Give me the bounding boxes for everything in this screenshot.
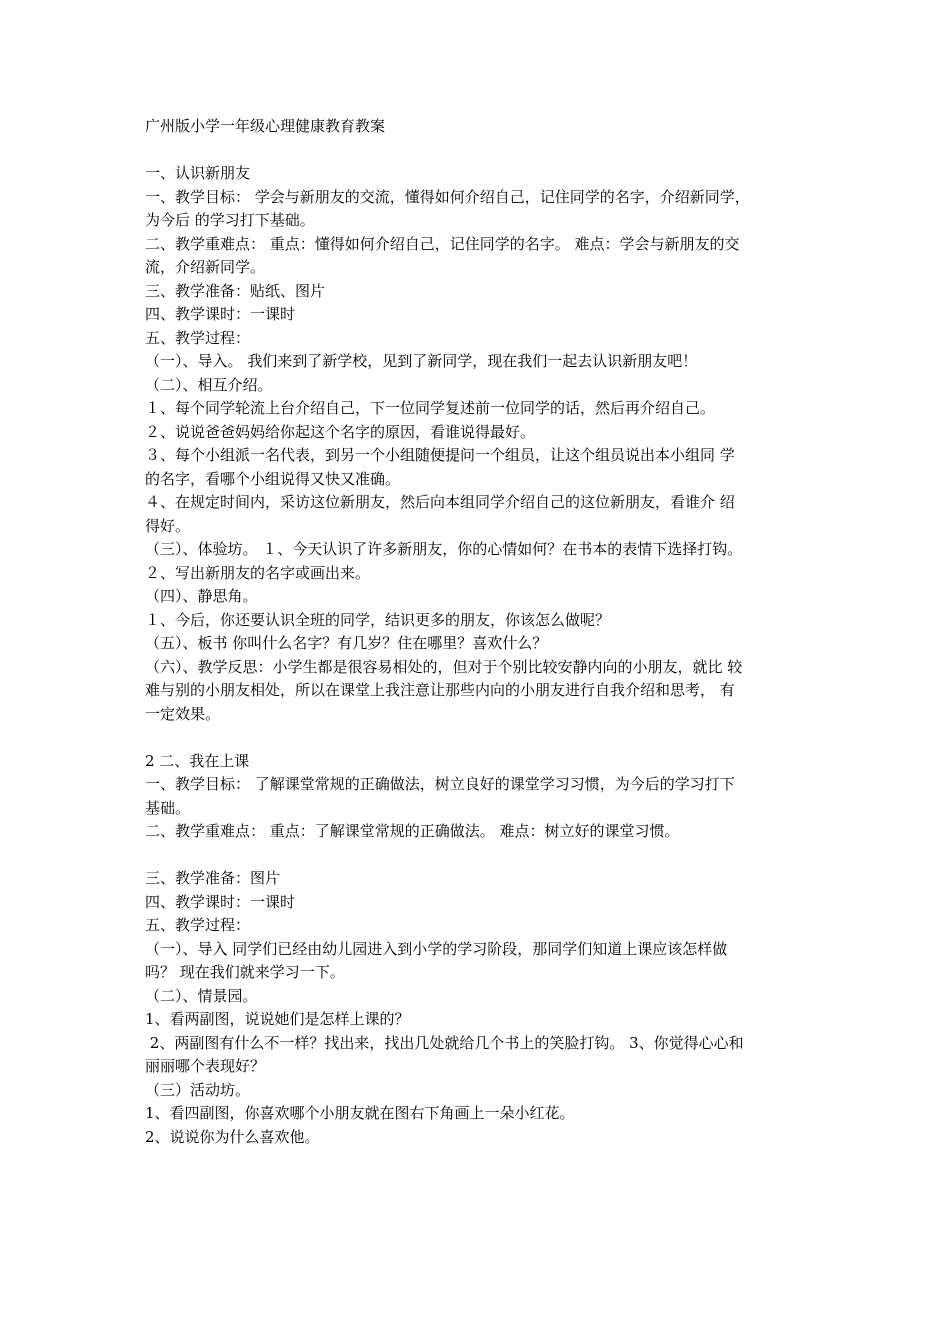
text-line: （二）、相互介绍。 bbox=[145, 375, 273, 394]
text-line: 一、教学目标： 了解课堂常规的正确做法，树立良好的课堂学习习惯，为今后的学习打下 bbox=[145, 775, 735, 793]
text-line: 五、教学过程： bbox=[145, 916, 251, 934]
text-line: （六）、教学反思：小学生都是很容易相处的，但对于个别比较安静内向的小朋友，就比 较 bbox=[145, 657, 743, 676]
text-line: ４、在规定时间内，采访这位新朋友，然后向本组同学介绍自己的这位新朋友，看谁介 绍 bbox=[145, 493, 735, 511]
text-line: 1、看两副图，说说她们是怎样上课的？ bbox=[145, 1010, 410, 1028]
lesson-2-body-a bbox=[145, 773, 810, 844]
text-line: ２、说说爸爸妈妈给你起这个名字的原因，看谁说得最好。 bbox=[145, 422, 536, 441]
text-line: （一）、导入 同学们已经由幼儿园进入到小学的学习阶段，那同学们知道上课应该怎样做 bbox=[145, 939, 728, 958]
lesson-1-body bbox=[145, 186, 810, 727]
text-line: 三、教学准备：贴纸、图片 bbox=[145, 281, 326, 300]
text-line: 基础。 bbox=[145, 798, 191, 817]
text-line: １、每个同学轮流上台介绍自己，下一位同学复述前一位同学的话，然后再介绍自己。 bbox=[145, 399, 716, 417]
lesson-2-section bbox=[145, 750, 810, 1150]
text-line: 1、看四副图，你喜欢哪个小朋友就在图右下角画上一朵小红花。 bbox=[145, 1104, 575, 1122]
section-gap bbox=[145, 726, 810, 750]
text-line: 吗？ 现在我们就来学习一下。 bbox=[145, 963, 345, 981]
text-line: （四）、静思角。 bbox=[145, 587, 258, 605]
text-line: 的名字，看哪个小组说得又快又准确。 bbox=[145, 469, 401, 488]
text-line: 难与别的小朋友相处，所以在课堂上我注意让那些内向的小朋友进行自我介绍和思考， 有 bbox=[145, 681, 735, 699]
text-line: 得好。 bbox=[145, 516, 191, 535]
text-line: 流，介绍新同学。 bbox=[145, 258, 266, 276]
text-line: 为今后 的学习打下基础。 bbox=[145, 211, 315, 229]
lesson-2-heading: 2 二、我在上课 bbox=[145, 751, 250, 770]
text-line: （一）、导入。 我们来到了新学校，见到了新同学，现在我们一起去认识新朋友吧！ bbox=[145, 352, 698, 370]
lesson-1-heading: 一、认识新朋友 bbox=[145, 164, 251, 182]
text-line: ３、每个小组派一名代表，到另一个小组随便提问一个组员，让这个组员说出本小组同 学 bbox=[145, 446, 735, 464]
text-line: 一定效果。 bbox=[145, 704, 221, 723]
text-line: 2、说说你为什么喜欢他。 bbox=[145, 1127, 320, 1146]
paragraph-gap bbox=[145, 844, 810, 868]
text-line: 一、教学目标： 学会与新朋友的交流，懂得如何介绍自己，记住同学的名字，介绍新同学， bbox=[145, 187, 750, 206]
document-page bbox=[145, 115, 810, 1149]
text-line: 二、教学重难点： 重点：懂得如何介绍自己，记住同学的名字。 难点：学会与新朋友的交 bbox=[145, 234, 740, 253]
text-line: 四、教学课时：一课时 bbox=[145, 305, 296, 323]
text-line: 三、教学准备：图片 bbox=[145, 869, 281, 887]
text-line: １、今后，你还要认识全班的同学，结识更多的朋友，你该怎么做呢？ bbox=[145, 610, 611, 629]
text-line: ２、写出新朋友的名字或画出来。 bbox=[145, 563, 371, 582]
text-line: （三）活动坊。 bbox=[145, 1080, 251, 1099]
text-line: 四、教学课时：一课时 bbox=[145, 892, 296, 911]
lesson-1-section bbox=[145, 162, 810, 726]
lesson-2-body-b bbox=[145, 867, 810, 1149]
text-line: （五）、板书 你叫什么名字？有几岁？住在哪里？喜欢什么？ bbox=[145, 634, 548, 652]
text-line: （二）、情景园。 bbox=[145, 986, 258, 1005]
text-line: 2、两副图有什么不一样？找出来，找出几处就给几个书上的笑脸打钩。 3、你觉得心心和 bbox=[145, 1033, 744, 1052]
text-line: 五、教学过程： bbox=[145, 328, 251, 347]
text-line: （三）、体验坊。 １、今天认识了许多新朋友，你的心情如何？在书本的表情下选择打钩。 bbox=[145, 540, 743, 558]
text-line: 二、教学重难点： 重点：了解课堂常规的正确做法。 难点：树立好的课堂习惯。 bbox=[145, 822, 680, 840]
document-title: 广州版小学一年级心理健康教育教案 bbox=[145, 117, 386, 135]
text-line: 丽丽哪个表现好？ bbox=[145, 1057, 266, 1075]
